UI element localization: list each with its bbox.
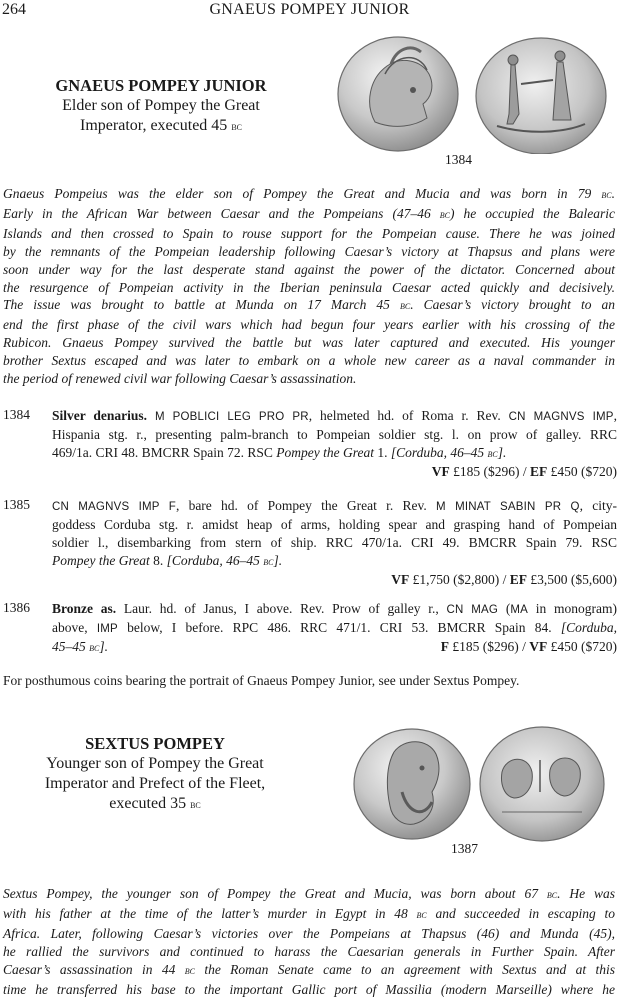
gnaeus-intro-line: soon under way for the last desperate stand against the power of the dictator. Concerned about: [3, 261, 615, 277]
catalog-price-1386: F £185 ($296) / VF £450 ($720): [440, 639, 617, 654]
sextus-intro-line: Caesar’s assassination in 44 bc the Roman Senate came to an agreement with Sextus and at this: [3, 961, 616, 977]
catalog-line: CN MAGNVS IMP F, bare hd. of Pompey the Great r. Rev. M MINAT SABIN PR Q, city-: [52, 498, 617, 513]
sextus-intro-line: Sextus Pompey, the younger son of Pompey the Great and Mucia, was born about 67 bc. He was: [3, 886, 615, 901]
catalog-line: above, IMP below, I before. RPC 486. RRC 471/1. CRI 53. BMCRR Spain 84. [Corduba,: [52, 620, 617, 635]
gnaeus-intro: [3, 185, 615, 388]
gnaeus-intro-line: Early in the African War between Caesar and the Pompeians (47–46 bc) he occupied the Balearic: [3, 205, 615, 221]
coin-1384-reverse: [476, 38, 606, 154]
catalog-number-1385: 1385: [3, 497, 30, 512]
gnaeus-subtitle-1: Elder son of Pompey the Great: [62, 97, 260, 114]
gnaeus-intro-line: brother Sextus escaped and was later to embark on a whole new career as a naval commander in: [3, 353, 615, 369]
gnaeus-title: GNAEUS POMPEY JUNIOR: [55, 76, 267, 95]
gnaeus-intro-line: Rubicon. Gnaeus Pompey survived the battle but was later captured and executed. His younger: [3, 335, 615, 351]
catalog-entry-1385: [52, 497, 617, 589]
catalog-line-with-price: 45–45 bc]. F £185 ($296) / VF £450 ($720): [52, 639, 617, 654]
sextus-intro-line: with his father at the time of the latter’s murder in Egypt in 48 bc and succeeded in escaping to: [3, 905, 616, 921]
sextus-intro-line: he rallied the survivors and continued to harass the Caesarian generals in Further Spain. After: [3, 943, 615, 959]
posthumous-note: For posthumous coins bearing the portrait of Gnaeus Pompey Junior, see under Sextus Pompey.: [3, 673, 520, 688]
catalog-line: Hispania stg. r., presenting palm-branch to Pompeian soldier stg. l. on prow of galley. RRC: [52, 427, 617, 442]
gnaeus-intro-line: Gnaeus Pompeius was the elder son of Pompey the Great and Mucia and was born in 79 bc.: [3, 186, 615, 201]
sextus-subtitle-3: executed 35 bc: [109, 795, 201, 812]
catalog-entry-1384: [52, 407, 617, 481]
catalog-line: 469/1a. CRI 48. BMCRR Spain 72. RSC Pompey the Great 1. [Corduba, 46–45 bc].: [52, 445, 507, 460]
gnaeus-intro-line: end the first phase of the civil wars which had begun four years earlier with his crossing of the: [3, 317, 615, 333]
sextus-subtitle-2: Imperator and Prefect of the Fleet,: [44, 775, 266, 792]
sextus-intro-line: time he transferred his base to the important Gallic port of Massilia (modern Marseille) where he: [3, 981, 615, 997]
running-title: GNAEUS POMPEY JUNIOR: [209, 1, 410, 18]
sextus-section-heading: [0, 734, 310, 815]
catalog-line: goddess Corduba stg. r. amidst heap of arms, holding spear and grasping hand of Pompeian: [52, 517, 617, 532]
catalog-number-1384: 1384: [3, 407, 30, 422]
catalog-line: soldier l., disembarking from stern of ship. RRC 470/1a. CRI 49. BMCRR Spain 79. RSC: [52, 535, 617, 550]
sextus-subtitle-1: Younger son of Pompey the Great: [46, 755, 264, 772]
catalog-price-1384: VF £185 ($296) / EF £450 ($720): [431, 464, 617, 479]
coin-1387-reverse: [480, 727, 604, 841]
gnaeus-intro-line: the resurgence of Pompeian activity in the Iberian peninsula Caesar acted quickly and decisively.: [3, 279, 615, 295]
coin-1387-caption: 1387: [451, 841, 478, 856]
catalog-number-1386: 1386: [3, 600, 30, 615]
catalog-line: Bronze as. Laur. hd. of Janus, I above. Rev. Prow of galley r., CN MAG (MA in monogram): [52, 601, 617, 616]
sextus-intro-line: Africa. Later, following Caesar’s victories over the Pompeians at Thapsus (46) and Munda (45),: [3, 925, 615, 941]
catalog-entry-1386: [52, 600, 617, 657]
catalog-line: Silver denarius. M POBLICI LEG PRO PR, helmeted hd. of Roma r. Rev. CN MAGNVS IMP,: [52, 408, 617, 423]
gnaeus-intro-line: The issue was brought to battle at Munda on 17 March 45 bc. Caesar’s victory brought to an: [3, 297, 615, 313]
gnaeus-section-heading: [0, 76, 322, 137]
coin-1384-caption: 1384: [445, 152, 472, 167]
catalog-line: Pompey the Great 8. [Corduba, 46–45 bc].: [52, 553, 283, 568]
gnaeus-intro-line: the period of renewed civil war following Caesar’s assassination.: [3, 371, 357, 387]
sextus-intro: [3, 885, 615, 998]
page-number: 264: [2, 1, 26, 18]
sextus-title: SEXTUS POMPEY: [85, 734, 225, 753]
gnaeus-subtitle-2: Imperator, executed 45 bc: [80, 117, 242, 134]
coin-1384-image: [335, 34, 615, 154]
gnaeus-intro-line: by the remnants of the Pompeian leadership following Caesar’s victory at Thapsus and plans were: [3, 243, 615, 259]
gnaeus-intro-line: Islands and then crossed to Spain to rouse support for the Pompeian cause. There he was joined: [3, 225, 615, 241]
coin-1387-image: [352, 722, 614, 842]
catalog-price-1385: VF £1,750 ($2,800) / EF £3,500 ($5,600): [391, 572, 617, 587]
